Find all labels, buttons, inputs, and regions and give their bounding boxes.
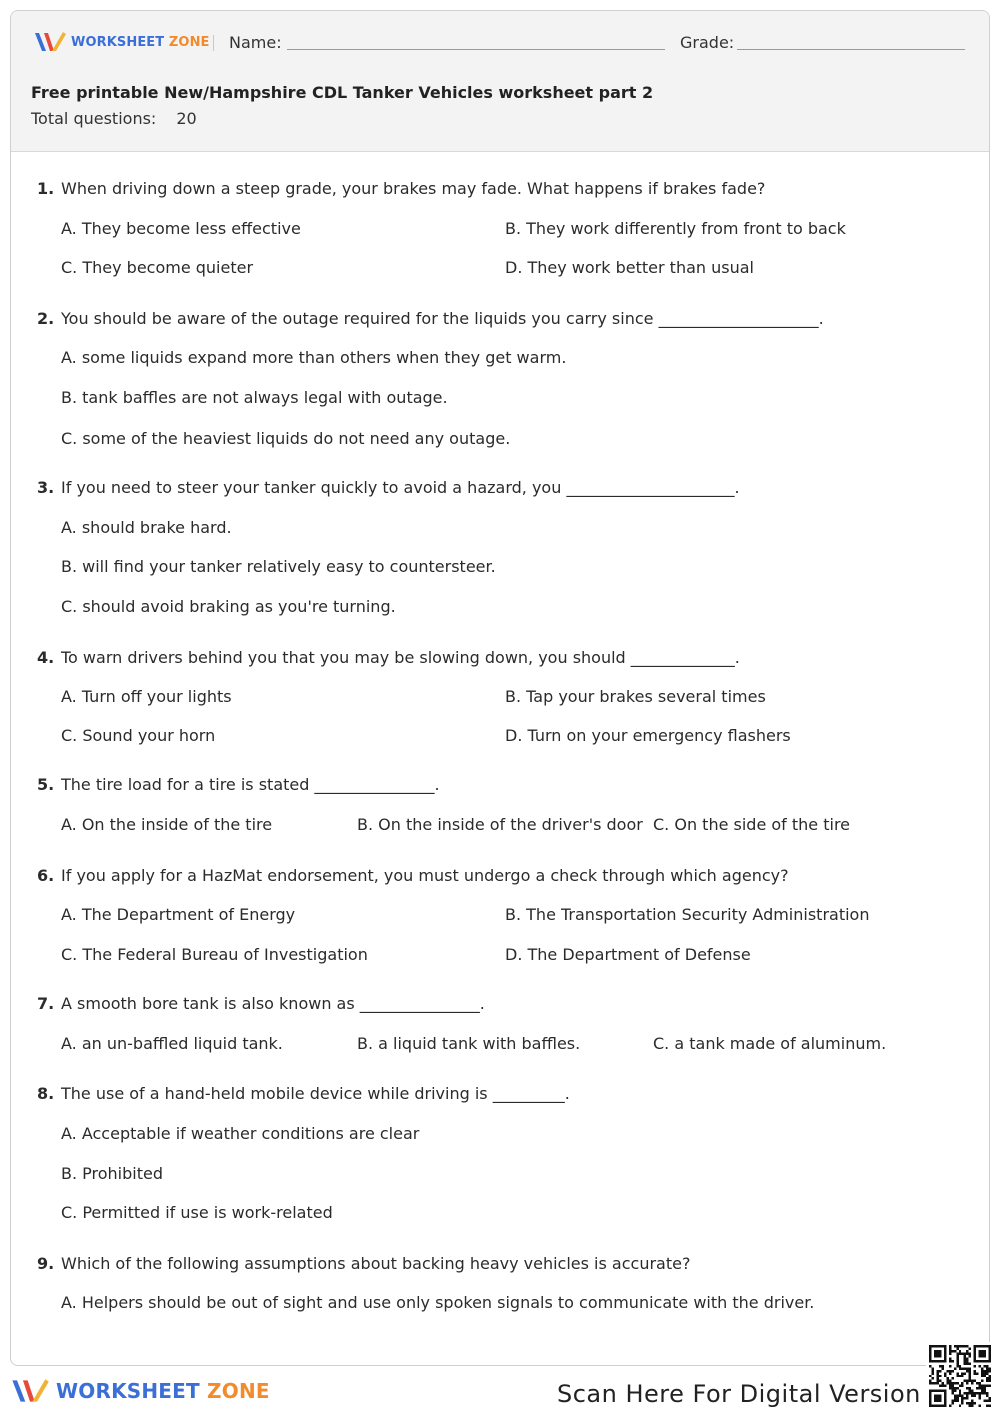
qr-code-icon[interactable] xyxy=(926,1342,994,1410)
answer-option[interactable]: A. should brake hard. xyxy=(61,518,232,537)
question-3 xyxy=(37,478,740,497)
question-7 xyxy=(37,994,485,1013)
answer-option[interactable]: B. a liquid tank with baffles. xyxy=(357,1034,581,1053)
total-label: Total questions: xyxy=(31,109,157,128)
brand-word-1: WORKSHEET xyxy=(56,1379,200,1403)
question-text: To warn drivers behind you that you may be slowing down, you should _____________. xyxy=(61,648,740,667)
answer-option[interactable]: C. should avoid braking as you're turning. xyxy=(61,597,396,616)
brand-word-2: ZONE xyxy=(168,34,210,50)
question-text: If you apply for a HazMat endorsement, you must undergo a check through which agency? xyxy=(61,866,789,885)
brand-word-1: WORKSHEET xyxy=(71,34,165,50)
question-text: Which of the following assumptions about backing heavy vehicles is accurate? xyxy=(61,1254,691,1273)
question-5 xyxy=(37,775,440,794)
question-number: 4. xyxy=(37,648,55,667)
answer-option[interactable]: A. Helpers should be out of sight and use only spoken signals to communicate with the driver. xyxy=(61,1293,815,1312)
worksheet-header xyxy=(11,11,989,152)
answer-option[interactable]: C. They become quieter xyxy=(61,258,254,277)
question-text: A smooth bore tank is also known as _______________. xyxy=(61,994,485,1013)
answer-option[interactable]: A. The Department of Energy xyxy=(61,905,296,924)
question-number: 9. xyxy=(37,1254,55,1273)
grade-label: Grade: xyxy=(680,33,735,52)
footer-logo xyxy=(10,1376,270,1406)
qr-code-graphic xyxy=(929,1345,991,1407)
answer-option[interactable]: A. an un-baffled liquid tank. xyxy=(61,1034,283,1053)
answer-option[interactable]: B. Tap your brakes several times xyxy=(505,687,766,706)
question-number: 1. xyxy=(37,179,55,198)
answer-option[interactable]: B. The Transportation Security Administration xyxy=(505,905,870,924)
brand-word-2: ZONE xyxy=(207,1379,270,1403)
answer-option[interactable]: C. Sound your horn xyxy=(61,726,216,745)
footer-brand xyxy=(56,1379,270,1403)
answer-option[interactable]: A. Turn off your lights xyxy=(61,687,232,706)
answer-option[interactable]: D. They work better than usual xyxy=(505,258,754,277)
answer-option[interactable]: C. some of the heaviest liquids do not need any outage. xyxy=(61,429,511,448)
question-number: 2. xyxy=(37,309,55,328)
header-divider xyxy=(213,35,214,51)
worksheetzone-logo-icon xyxy=(33,31,67,53)
name-field[interactable] xyxy=(287,49,665,50)
question-1 xyxy=(37,179,765,198)
header-logo xyxy=(33,31,210,53)
worksheetzone-logo-icon xyxy=(10,1376,50,1406)
question-6 xyxy=(37,866,789,885)
question-number: 8. xyxy=(37,1084,55,1103)
answer-option[interactable]: B. will find your tanker relatively easy to countersteer. xyxy=(61,557,496,576)
answer-option[interactable]: B. tank baffles are not always legal with outage. xyxy=(61,388,448,407)
answer-option[interactable]: B. They work differently from front to back xyxy=(505,219,846,238)
total-value: 20 xyxy=(176,109,197,128)
answer-option[interactable]: C. The Federal Bureau of Investigation xyxy=(61,945,368,964)
question-9 xyxy=(37,1254,690,1273)
grade-field[interactable] xyxy=(737,49,965,50)
answer-option[interactable]: A. They become less effective xyxy=(61,219,301,238)
answer-option[interactable]: B. On the inside of the driver's door xyxy=(357,815,643,834)
answer-option[interactable]: D. The Department of Defense xyxy=(505,945,751,964)
worksheet-title: Free printable New/Hampshire CDL Tanker Vehicles worksheet part 2 xyxy=(31,83,654,102)
question-2 xyxy=(37,309,824,328)
answer-option[interactable]: A. On the inside of the tire xyxy=(61,815,273,834)
question-number: 6. xyxy=(37,866,55,885)
answer-option[interactable]: C. On the side of the tire xyxy=(653,815,851,834)
worksheet-sheet xyxy=(10,10,990,1366)
scan-caption: Scan Here For Digital Version xyxy=(557,1380,921,1408)
total-questions xyxy=(31,109,197,128)
answer-option[interactable]: C. Permitted if use is work-related xyxy=(61,1203,333,1222)
question-number: 7. xyxy=(37,994,55,1013)
answer-option[interactable]: D. Turn on your emergency flashers xyxy=(505,726,791,745)
answer-option[interactable]: C. a tank made of aluminum. xyxy=(653,1034,887,1053)
header-brand xyxy=(71,35,210,50)
question-4 xyxy=(37,648,740,667)
answer-option[interactable]: B. Prohibited xyxy=(61,1164,163,1183)
question-text: The tire load for a tire is stated _______________. xyxy=(61,775,440,794)
question-text: You should be aware of the outage required for the liquids you carry since ____________________. xyxy=(61,309,824,328)
question-number: 3. xyxy=(37,478,55,497)
question-8 xyxy=(37,1084,570,1103)
name-label: Name: xyxy=(229,33,282,52)
question-text: If you need to steer your tanker quickly to avoid a hazard, you _____________________. xyxy=(61,478,740,497)
question-text: The use of a hand-held mobile device while driving is _________. xyxy=(61,1084,570,1103)
question-number: 5. xyxy=(37,775,55,794)
answer-option[interactable]: A. some liquids expand more than others when they get warm. xyxy=(61,348,567,367)
answer-option[interactable]: A. Acceptable if weather conditions are clear xyxy=(61,1124,420,1143)
question-text: When driving down a steep grade, your brakes may fade. What happens if brakes fade? xyxy=(61,179,766,198)
